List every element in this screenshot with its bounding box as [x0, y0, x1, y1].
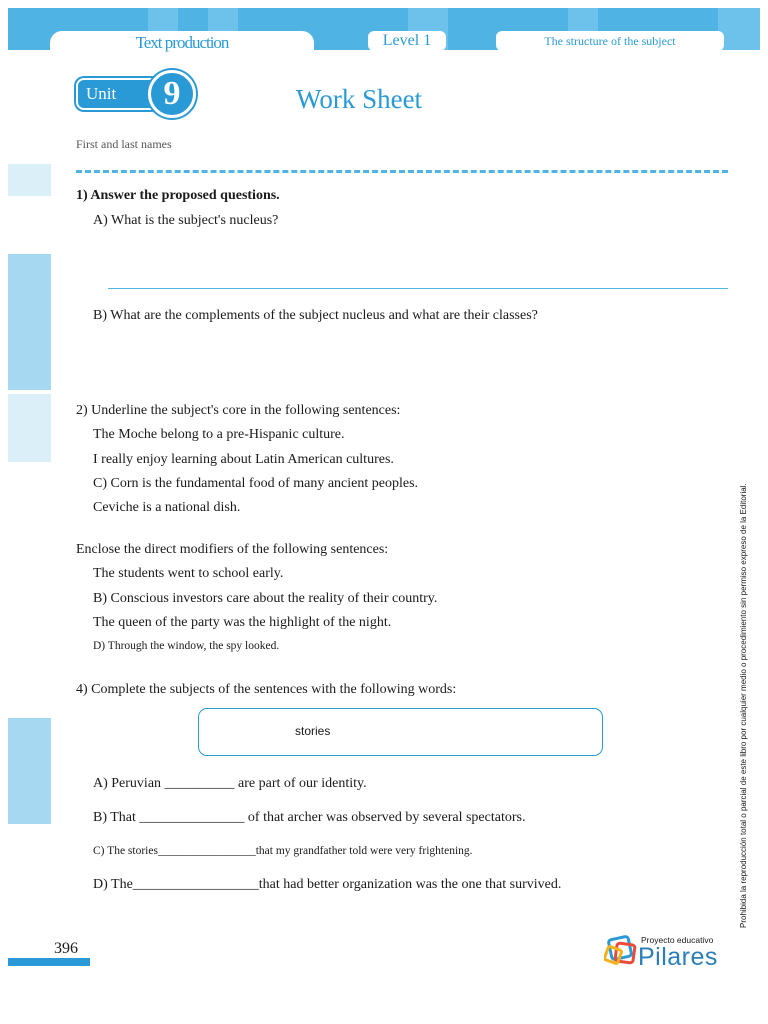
sentence-item: C) Corn is the fundamental food of many ancient peoples. — [93, 476, 419, 491]
page-number: 396 — [54, 940, 78, 957]
sentence-item: The queen of the party was the highlight of the night. — [93, 615, 392, 630]
page-title: Work Sheet — [296, 84, 423, 114]
unit-label: Unit — [86, 84, 117, 103]
word-bank — [198, 708, 603, 756]
sentence-item: Ceviche is a national dish. — [93, 500, 241, 515]
completion-item: B) That _______________ of that archer was observed by several spectators. — [93, 810, 526, 825]
legal-note: Prohibida la reproducción total o parcial de este libro por cualquier medio o procedimiento sin permiso expreso de la Editorial. — [739, 483, 748, 928]
names-field-label: First and last names — [76, 137, 172, 151]
unit-number: 9 — [148, 70, 196, 118]
question-1b: B) What are the complements of the subject nucleus and what are their classes? — [93, 308, 538, 323]
side-tab — [8, 254, 51, 390]
section-tab: Text production — [50, 31, 314, 61]
topic-tab: The structure of the subject — [496, 31, 724, 51]
side-tab — [8, 164, 51, 196]
sentence-item: D) Through the window, the spy looked. — [93, 640, 280, 652]
side-tab — [8, 394, 51, 462]
page-bar — [8, 958, 90, 966]
sentence-item: B) Conscious investors care about the reality of their country. — [93, 591, 438, 606]
question-1a: A) What is the subject's nucleus? — [93, 213, 279, 228]
completion-item: C) The stories_________________that my grandfather told were very frightening. — [93, 845, 473, 857]
completion-item: D) The__________________that had better organization was the one that survived. — [93, 877, 562, 892]
header-stripe — [718, 8, 760, 50]
question-3-heading: Enclose the direct modifiers of the following sentences: — [76, 542, 389, 557]
dashed-divider — [76, 170, 728, 173]
sentence-item: The students went to school early. — [93, 566, 284, 581]
sentence-item: The Moche belong to a pre-Hispanic culture. — [93, 427, 345, 442]
logo-name: Pilares — [638, 943, 718, 971]
question-2-heading: 2) Underline the subject's core in the following sentences: — [76, 403, 401, 418]
question-1-heading: 1) Answer the proposed questions. — [76, 188, 280, 203]
word-bank-text: stories — [295, 724, 331, 738]
answer-line[interactable] — [108, 288, 728, 289]
side-tab — [8, 718, 51, 824]
completion-item: A) Peruvian __________ are part of our identity. — [93, 776, 367, 791]
sentence-item: I really enjoy learning about Latin American cultures. — [93, 452, 394, 467]
question-4-heading: 4) Complete the subjects of the sentences with the following words: — [76, 682, 457, 697]
logo-caption: Proyecto educativo — [641, 935, 714, 945]
level-tab: Level 1 — [368, 31, 446, 51]
